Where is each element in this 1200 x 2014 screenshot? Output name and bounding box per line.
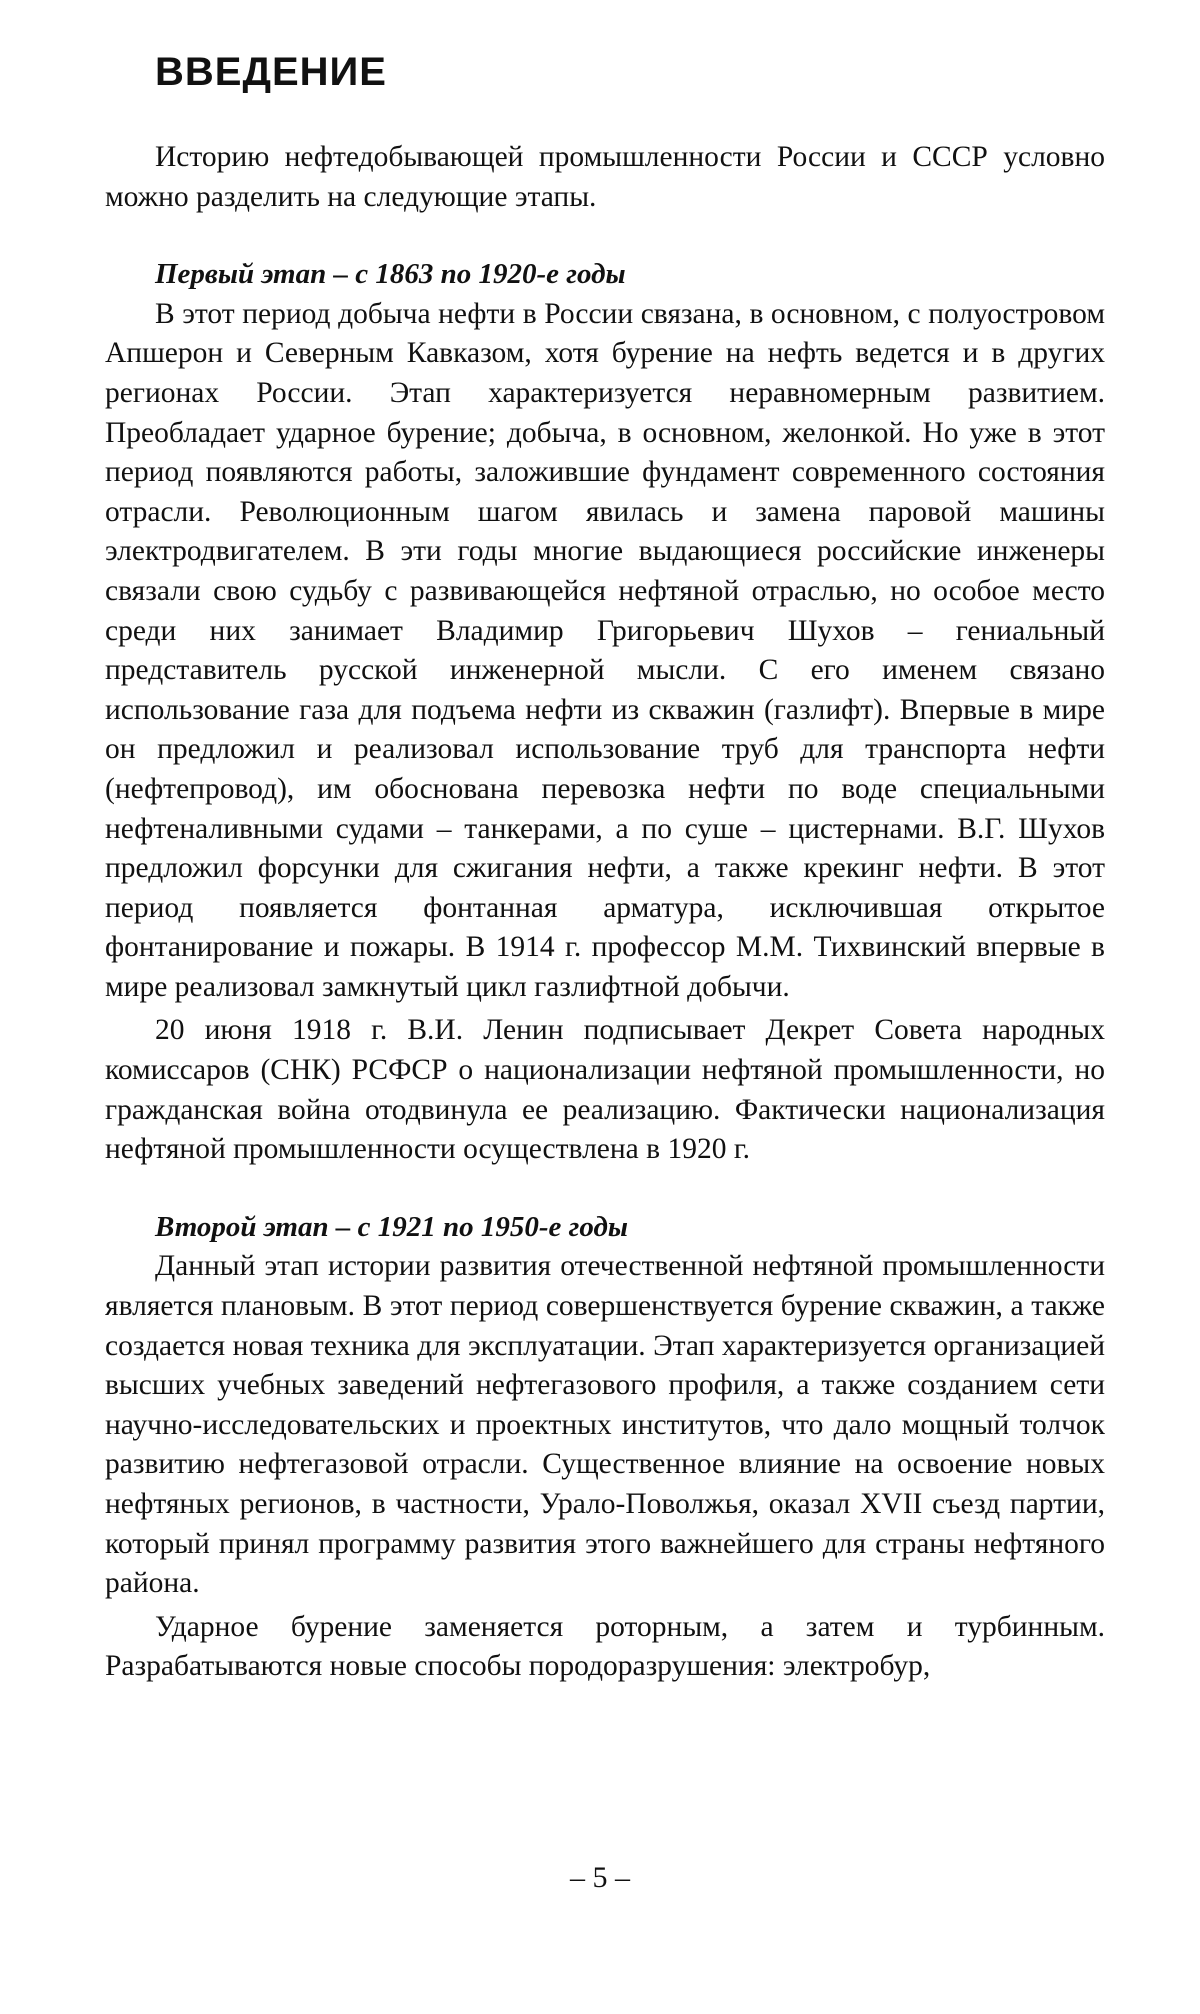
section-heading-first-stage: Первый этап – с 1863 по 1920-е годы	[155, 258, 626, 291]
paragraph-second-stage-2: Ударное бурение заменяется роторным, а затем и турбинным. Разрабатываются новые способы породоразрушения: электробур,	[105, 1610, 1105, 1683]
section-heading-second-stage: Второй этап – с 1921 по 1950-е годы	[155, 1210, 628, 1243]
document-page	[105, 40, 1105, 1687]
page-title: ВВЕДЕНИЕ	[155, 50, 387, 94]
paragraph-first-stage-1: В этот период добыча нефти в России связана, в основном, с полуостровом Апшерон и Северным Кавказом, хотя бурение на нефть ведется и в других регионах России. Этап характеризуется неравномерным развитием. Преобладает ударное бурение; добыча, в основном, желонкой. Но уже в этот период появляются работы, заложившие фундамент современного состояния отрасли. Революционным шагом явилась и замена паровой машины электродвигателем. В эти годы многие выдающиеся российские инженеры связали свою судьбу с развивающейся нефтяной отраслью, но особое место среди них занимает Владимир Григорьевич Шухов – гениальный представитель русской инженерной мысли. С его именем связано использование газа для подъема нефти из скважин (газлифт). Впервые в мире он предложил и реализовал использование труб для транспорта нефти (нефтепровод), им обоснована перевозка нефти по воде специальными нефтеналивными судами – танкерами, а по суше – цистернами. В.Г. Шухов предложил форсунки для сжигания нефти, а также крекинг нефти. В этот период появляется фонтанная арматура, исключившая открытое фонтанирование и пожары. В 1914 г. профессор М.М. Тихвинский впервые в мире реализовал замкнутый цикл газлифтной добычи.	[105, 297, 1105, 1003]
paragraph-first-stage-2: 20 июня 1918 г. В.И. Ленин подписывает Декрет Совета народных комиссаров (СНК) РСФСР о национализации нефтяной промышленности, но гражданская война отодвинула ее реализацию. Фактически национализация нефтяной промышленности осуществлена в 1920 г.	[105, 1014, 1105, 1166]
page-number: – 5 –	[570, 1861, 630, 1894]
intro-paragraph: Историю нефтедобывающей промышленности России и СССР условно можно разделить на следующие этапы.	[105, 141, 1105, 213]
paragraph-second-stage-1: Данный этап истории развития отечественной нефтяной промышленности является плановым. В этот период совершенствуется бурение скважин, а также создается новая техника для эксплуатации. Этап характеризуется организацией высших учебных заведений нефтегазового профиля, а также созданием сети научно-исследовательских и проектных институтов, что дало мощный толчок развитию нефтегазовой отрасли. Существенное влияние на освоение новых нефтяных регионов, в частности, Урало-Поволжья, оказал XVII съезд партии, который принял программу развития этого важнейшего для страны нефтяного района.	[105, 1250, 1105, 1600]
